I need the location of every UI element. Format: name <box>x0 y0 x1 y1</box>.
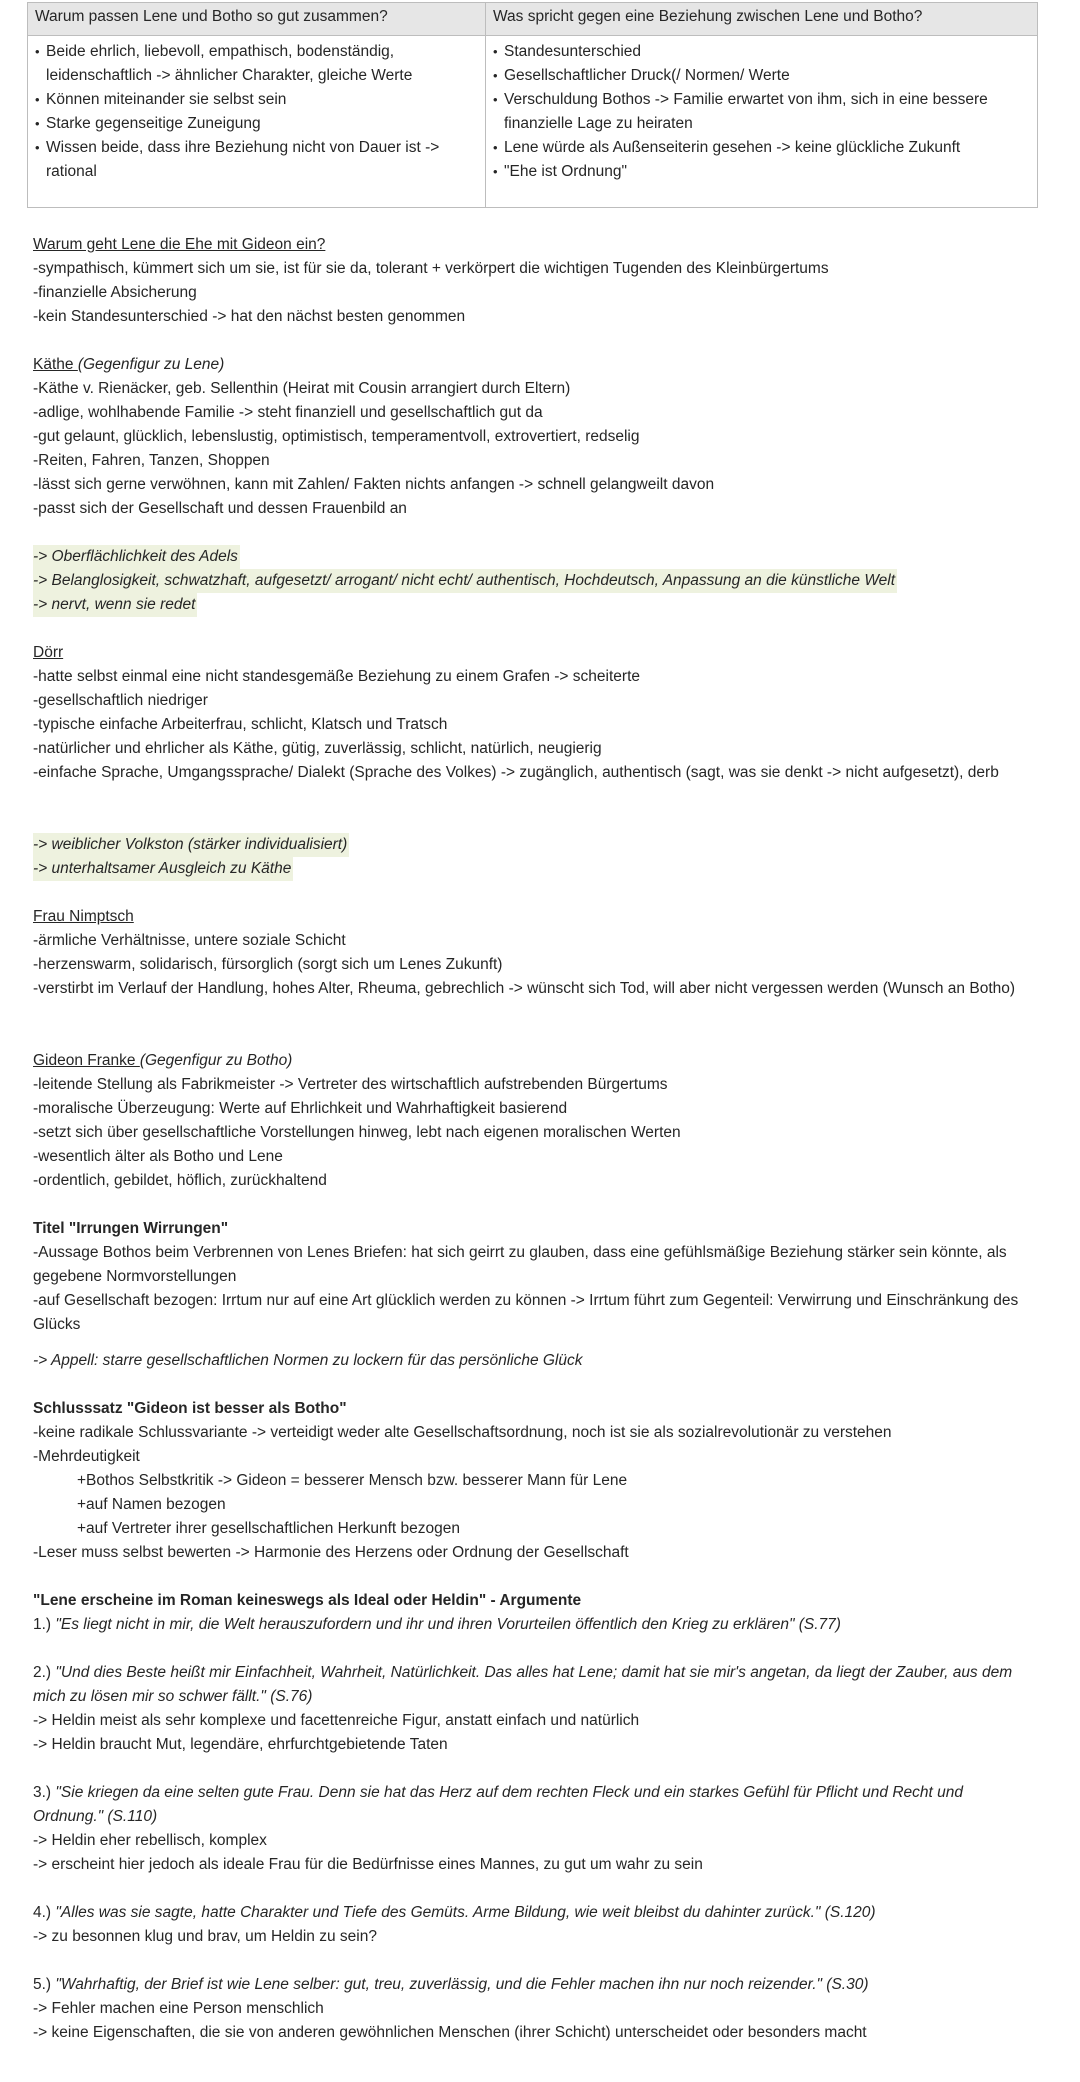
sub-item: +auf Vertreter ihrer gesellschaftlichen Herkunft bezogen <box>77 1520 460 1537</box>
argument-number: 5.) <box>33 1976 56 1993</box>
text-line: -natürlicher und ehrlicher als Käthe, gütig, zuverlässig, schlicht, natürlich, neugierig <box>33 740 602 757</box>
argument-note: -> Heldin eher rebellisch, komplex <box>33 1832 267 1849</box>
text-line: -kein Standesunterschied -> hat den nächst besten genommen <box>33 308 466 325</box>
section-heading: Titel "Irrungen Wirrungen" <box>33 1220 229 1237</box>
kaethe-highlights <box>33 545 1043 617</box>
list-item: • Wissen beide, dass ihre Beziehung nicht von Dauer ist -> rational <box>35 136 478 184</box>
section-heading <box>33 1049 1043 1073</box>
table-cell-contra <box>486 36 1038 208</box>
sub-item: +Bothos Selbstkritik -> Gideon = besserer Mensch bzw. besserer Mann für Lene <box>77 1472 628 1489</box>
section-heading: "Lene erscheine im Roman keineswegs als Ideal oder Heldin" - Argumente <box>33 1592 582 1609</box>
highlighted-note: -> unterhaltsamer Ausgleich zu Käthe <box>33 857 293 881</box>
table-header-contra: Was spricht gegen eine Beziehung zwischen Lene und Botho? <box>486 3 1038 36</box>
argument-number: 4.) <box>33 1904 56 1921</box>
argument-note: -> keine Eigenschaften, die sie von anderen gewöhnlichen Menschen (ihrer Schicht) unterscheidet oder besonders macht <box>33 2024 867 2041</box>
list-item: • Standesunterschied <box>493 40 1030 64</box>
heading-subtitle: (Gegenfigur zu Lene) <box>77 356 225 373</box>
heading-name: Gideon Franke <box>33 1052 140 1069</box>
argument-note: -> zu besonnen klug und brav, um Heldin zu sein? <box>33 1928 377 1945</box>
highlighted-note: -> nervt, wenn sie redet <box>33 593 197 617</box>
text-line: -hatte selbst einmal eine nicht standesgemäße Beziehung zu einem Grafen -> scheiterte <box>33 668 640 685</box>
text-line: -ordentlich, gebildet, höflich, zurückhaltend <box>33 1172 327 1189</box>
text-line: -finanzielle Absicherung <box>33 284 197 301</box>
text-line: -Mehrdeutigkeit <box>33 1448 140 1465</box>
text-line: -setzt sich über gesellschaftliche Vorstellungen hinweg, lebt nach eigenen moralischen Werten <box>33 1124 681 1141</box>
argument-4 <box>33 1901 1043 1949</box>
argument-note: -> Heldin braucht Mut, legendäre, ehrfurchtgebietende Taten <box>33 1736 448 1753</box>
section-heldin-argumente <box>33 1589 1043 1637</box>
section-nimptsch <box>33 905 1043 1001</box>
section-kaethe <box>33 353 1043 521</box>
section-titel <box>33 1217 1043 1337</box>
section-gideon-marriage <box>33 233 1043 329</box>
text-line: -Leser muss selbst bewerten -> Harmonie des Herzens oder Ordnung der Gesellschaft <box>33 1544 629 1561</box>
text-line: -Aussage Bothos beim Verbrennen von Lenes Briefen: hat sich geirrt zu glauben, dass eine gefühlsmäßige Beziehung stärker sein könnte, als gegebene Normvorstellungen <box>33 1244 1007 1285</box>
pro-list <box>35 40 478 184</box>
list-item: • Starke gegenseitige Zuneigung <box>35 112 478 136</box>
text-line: -Käthe v. Rienäcker, geb. Sellenthin (Heirat mit Cousin arrangiert durch Eltern) <box>33 380 571 397</box>
list-item: • Verschuldung Bothos -> Familie erwartet von ihm, sich in eine bessere finanzielle Lage zu heiraten <box>493 88 1030 136</box>
heading-name: Käthe <box>33 356 78 373</box>
section-schlusssatz <box>33 1397 1043 1565</box>
table-header-pro: Warum passen Lene und Botho so gut zusammen? <box>28 3 486 36</box>
appeal-note: -> Appell: starre gesellschaftlichen Normen zu lockern für das persönliche Glück <box>33 1352 583 1369</box>
argument-note: -> erscheint hier jedoch als ideale Frau für die Bedürfnisse eines Mannes, zu gut um wahr zu sein <box>33 1856 703 1873</box>
list-item: • Können miteinander sie selbst sein <box>35 88 478 112</box>
argument-quote: "Es liegt nicht in mir, die Welt herauszufordern und ihr und ihren Vorurteilen öffentlich den Krieg zu erklären" (S.77) <box>55 1616 841 1633</box>
section-doerr <box>33 641 1043 785</box>
list-item: • "Ehe ist Ordnung" <box>493 160 1030 184</box>
argument-number: 3.) <box>33 1784 56 1801</box>
argument-1 <box>33 1613 1043 1637</box>
argument-note: -> Heldin meist als sehr komplexe und facettenreiche Figur, anstatt einfach und natürlich <box>33 1712 640 1729</box>
section-heading: Warum geht Lene die Ehe mit Gideon ein? <box>33 236 326 253</box>
text-line: -auf Gesellschaft bezogen: Irrtum nur auf eine Art glücklich werden zu können -> Irrtum führt zum Gegenteil: Verwirrung und Einschränkung des Glücks <box>33 1292 1019 1333</box>
text-line: -leitende Stellung als Fabrikmeister -> Vertreter des wirtschaftlich aufstrebenden Bürgertums <box>33 1076 668 1093</box>
titel-appeal <box>33 1349 1043 1373</box>
section-heading: Frau Nimptsch <box>33 908 134 925</box>
text-line: -adlige, wohlhabende Familie -> steht finanziell und gesellschaftlich gut da <box>33 404 543 421</box>
text-line: -gut gelaunt, glücklich, lebenslustig, optimistisch, temperamentvoll, extrovertiert, redselig <box>33 428 640 445</box>
doerr-highlights <box>33 833 1043 881</box>
text-line: -lässt sich gerne verwöhnen, kann mit Zahlen/ Fakten nichts anfangen -> schnell gelangweilt davon <box>33 476 715 493</box>
highlighted-note: -> weiblicher Volkston (stärker individualisiert) <box>33 833 349 857</box>
highlighted-note: -> Belanglosigkeit, schwatzhaft, aufgesetzt/ arrogant/ nicht echt/ authentisch, Hochdeutsch, Anpassung an die künstliche Welt <box>33 569 897 593</box>
argument-number: 2.) <box>33 1664 56 1681</box>
contra-list <box>493 40 1030 184</box>
text-line: -moralische Überzeugung: Werte auf Ehrlichkeit und Wahrhaftigkeit basierend <box>33 1100 568 1117</box>
argument-2 <box>33 1661 1043 1757</box>
argument-quote: "Alles was sie sagte, hatte Charakter und Tiefe des Gemüts. Arme Bildung, wie weit bleibst du dahinter zurück." (S.120) <box>55 1904 876 1921</box>
argument-quote: "Wahrhaftig, der Brief ist wie Lene selber: gut, treu, zuverlässig, und die Fehler machen ihn nur noch reizender." (S.30) <box>55 1976 869 1993</box>
text-line: -einfache Sprache, Umgangssprache/ Dialekt (Sprache des Volkes) -> zugänglich, authentisch (sagt, was sie denkt -> nicht aufgesetzt), derb <box>33 764 999 781</box>
section-gideon-franke <box>33 1049 1043 1193</box>
text-line: -ärmliche Verhältnisse, untere soziale Schicht <box>33 932 346 949</box>
argument-quote: "Und dies Beste heißt mir Einfachheit, Wahrheit, Natürlichkeit. Das alles hat Lene; damit hat sie mir's angetan, da liegt der Zauber, aus dem mich zu lösen mir so schwer fällt." (S.76) <box>33 1664 1013 1705</box>
argument-3 <box>33 1781 1043 1877</box>
text-line: -gesellschaftlich niedriger <box>33 692 208 709</box>
highlighted-note: -> Oberflächlichkeit des Adels <box>33 545 240 569</box>
text-line: -keine radikale Schlussvariante -> verteidigt weder alte Gesellschaftsordnung, noch ist sie als sozialrevolutionär zu verstehen <box>33 1424 892 1441</box>
comparison-table <box>27 2 1038 208</box>
argument-number: 1.) <box>33 1616 56 1633</box>
list-item: • Gesellschaftlicher Druck(/ Normen/ Werte <box>493 64 1030 88</box>
text-line: -typische einfache Arbeiterfrau, schlicht, Klatsch und Tratsch <box>33 716 448 733</box>
section-heading <box>33 353 1043 377</box>
text-line: -Reiten, Fahren, Tanzen, Shoppen <box>33 452 270 469</box>
argument-quote: "Sie kriegen da eine selten gute Frau. Denn sie hat das Herz auf dem rechten Fleck und ein starkes Gefühl für Pflicht und Recht und Ordnung." (S.110) <box>33 1784 963 1825</box>
section-heading: Dörr <box>33 644 64 661</box>
heading-subtitle: (Gegenfigur zu Botho) <box>139 1052 293 1069</box>
argument-5 <box>33 1973 1043 2045</box>
argument-note: -> Fehler machen eine Person menschlich <box>33 2000 324 2017</box>
text-line: -herzenswarm, solidarisch, fürsorglich (sorgt sich um Lenes Zukunft) <box>33 956 503 973</box>
list-item: • Lene würde als Außenseiterin gesehen -> keine glückliche Zukunft <box>493 136 1030 160</box>
text-line: -passt sich der Gesellschaft und dessen Frauenbild an <box>33 500 407 517</box>
text-line: -verstirbt im Verlauf der Handlung, hohes Alter, Rheuma, gebrechlich -> wünscht sich Tod, will aber nicht vergessen werden (Wunsch an Botho) <box>33 980 1016 997</box>
text-line: -sympathisch, kümmert sich um sie, ist für sie da, tolerant + verkörpert die wichtigen Tugenden des Kleinbürgertums <box>33 260 829 277</box>
text-line: -wesentlich älter als Botho und Lene <box>33 1148 283 1165</box>
section-heading: Schlusssatz "Gideon ist besser als Botho" <box>33 1400 347 1417</box>
table-cell-pro <box>28 36 486 208</box>
sub-item: +auf Namen bezogen <box>77 1496 226 1513</box>
list-item: • Beide ehrlich, liebevoll, empathisch, bodenständig, leidenschaftlich -> ähnlicher Charakter, gleiche Werte <box>35 40 478 88</box>
